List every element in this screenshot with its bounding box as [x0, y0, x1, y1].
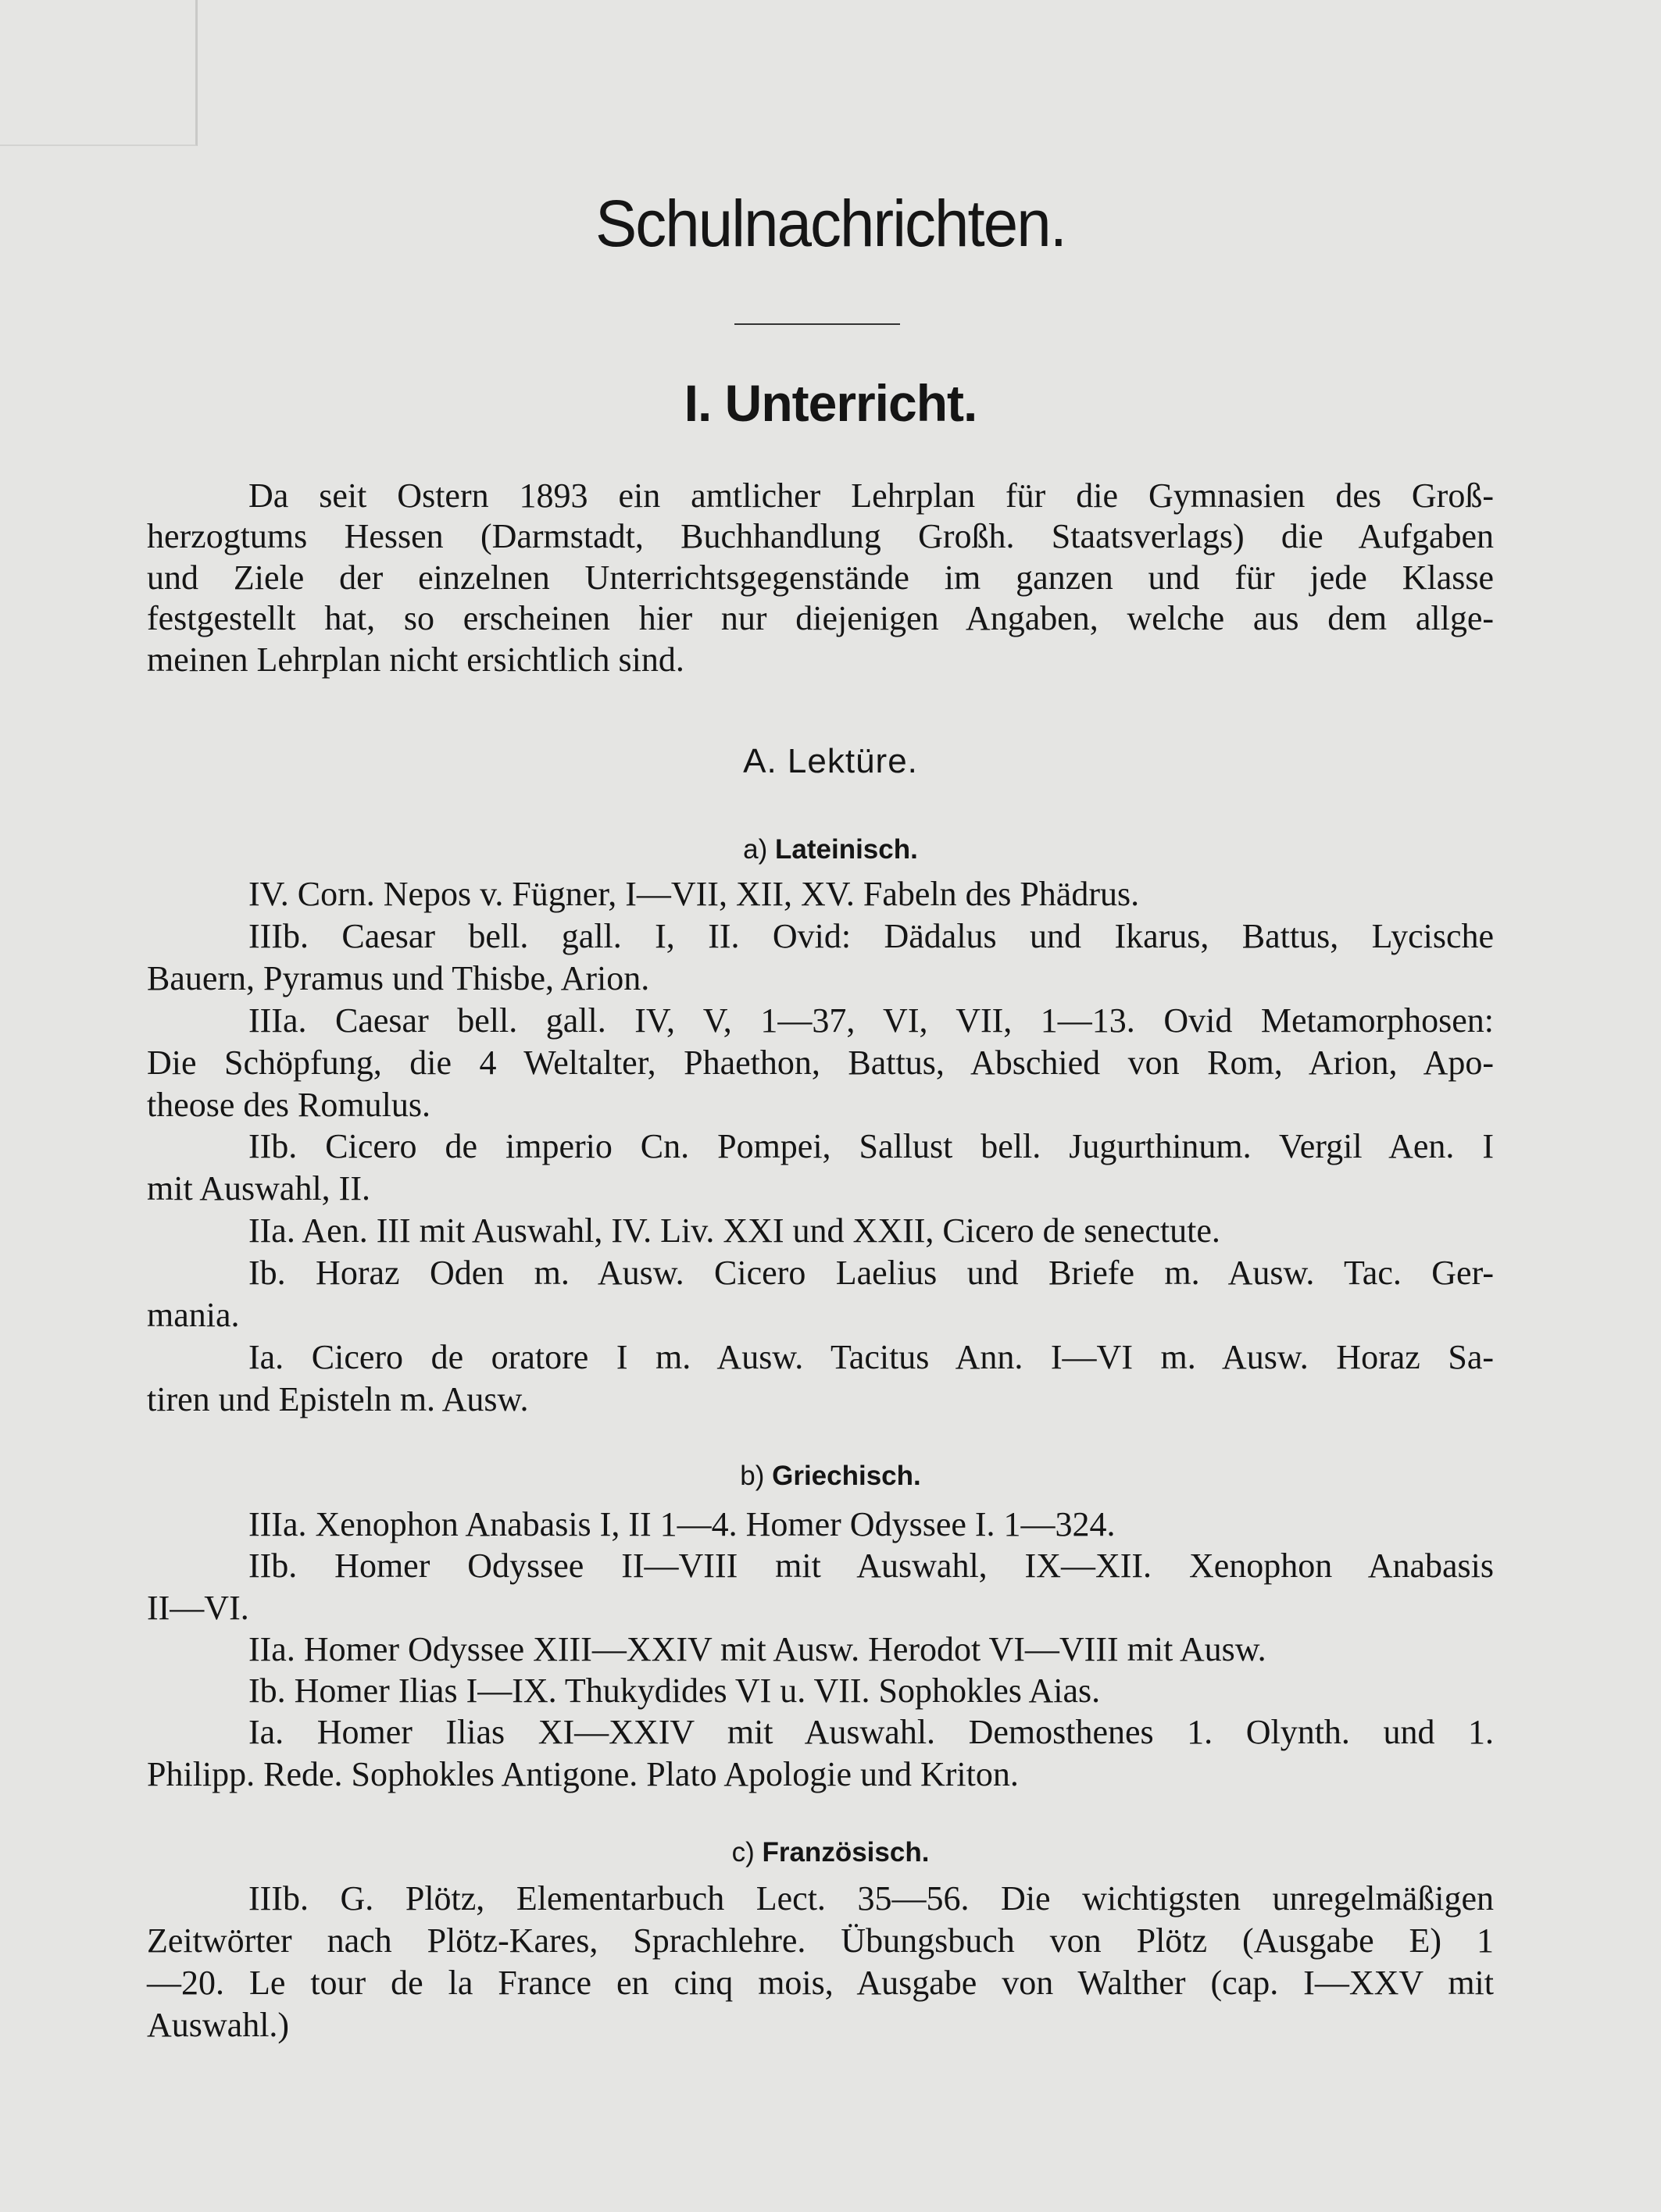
text-line: festgestellt hat, so erscheinen hier nur diejenigen Angaben, welche aus dem allge-	[147, 599, 1494, 638]
text-line: IIIb. G. Plötz, Elementarbuch Lect. 35—56. Die wichtigsten unregelmäßigen	[248, 1879, 1494, 1918]
reading-entry	[147, 1504, 1494, 1545]
heading-prefix: c)	[731, 1837, 755, 1868]
heading-text: Griechisch.	[772, 1461, 921, 1491]
heading-franzoesisch	[0, 1837, 1661, 1868]
text-line: Ia. Homer Ilias XI—XXIV mit Auswahl. Demosthenes 1. Olynth. und 1.	[248, 1713, 1494, 1752]
heading-lateinisch	[0, 834, 1661, 865]
lateinisch-list	[147, 873, 1494, 1421]
library-stamp	[0, 0, 198, 146]
reading-entry	[147, 1126, 1494, 1210]
text-line: II—VI.	[147, 1588, 249, 1627]
text-line: —20. Le tour de la France en cinq mois, Ausgabe von Walther (cap. I—XXV mit	[147, 1964, 1494, 2002]
heading-text: Französisch.	[762, 1837, 930, 1868]
reading-entry	[147, 1711, 1494, 1795]
reading-entry	[147, 1670, 1494, 1711]
text-line: IIb. Cicero de imperio Cn. Pompei, Sallust bell. Jugurthinum. Vergil Aen. I	[248, 1127, 1494, 1166]
heading-prefix: b)	[740, 1461, 765, 1491]
text-line: Ia. Cicero de oratore I m. Ausw. Tacitus Ann. I—VI m. Ausw. Horaz Sa-	[248, 1337, 1494, 1376]
text-line: IIb. Homer Odyssee II—VIII mit Auswahl, IX—XII. Xenophon Anabasis	[248, 1547, 1494, 1586]
text-line: IIIa. Xenophon Anabasis I, II 1—4. Homer Odyssee I. 1—324.	[248, 1505, 1116, 1543]
reading-entry	[147, 1000, 1494, 1126]
section-title: I. Unterricht.	[684, 374, 977, 432]
reading-entry	[147, 1878, 1494, 2046]
reading-entry	[147, 1252, 1494, 1336]
heading-prefix: a)	[743, 834, 768, 865]
text-line: mit Auswahl, II.	[147, 1169, 370, 1208]
text-line: Die Schöpfung, die 4 Weltalter, Phaethon, Battus, Abschied von Rom, Arion, Apo-	[147, 1043, 1494, 1082]
reading-entry	[147, 1629, 1494, 1670]
text-line: Da seit Ostern 1893 ein amtlicher Lehrplan für die Gymnasien des Groß-	[248, 476, 1494, 515]
subsection-title: A. Lektüre.	[743, 742, 918, 780]
text-line: Ib. Homer Ilias I—IX. Thukydides VI u. VII. Sophokles Aias.	[248, 1671, 1101, 1711]
text-line: und Ziele der einzelnen Unterrichtsgegenstände im ganzen und für jede Klasse	[147, 558, 1494, 597]
text-line: IIIa. Caesar bell. gall. IV, V, 1—37, VI, VII, 1—13. Ovid Metamorphosen:	[248, 1001, 1494, 1040]
text-line: mania.	[147, 1296, 240, 1335]
text-line: Auswahl.)	[147, 2006, 290, 2044]
text-line: Ib. Horaz Oden m. Ausw. Cicero Laelius und Briefe m. Ausw. Tac. Ger-	[248, 1254, 1494, 1293]
title-divider	[734, 323, 900, 325]
text-line: Bauern, Pyramus und Thisbe, Arion.	[147, 958, 650, 997]
reading-entry	[147, 915, 1494, 1000]
text-line: meinen Lehrplan nicht ersichtlich sind.	[147, 640, 684, 679]
heading-griechisch	[0, 1461, 1661, 1492]
text-line: IIa. Homer Odyssee XIII—XXIV mit Ausw. Herodot VI—VIII mit Ausw.	[248, 1629, 1266, 1668]
reading-entry	[147, 1545, 1494, 1629]
page-title: Schulnachrichten.	[595, 187, 1066, 260]
text-line: IIIb. Caesar bell. gall. I, II. Ovid: Dädalus und Ikarus, Battus, Lycische	[248, 916, 1494, 955]
paragraph	[147, 476, 1494, 680]
reading-entry	[147, 1210, 1494, 1252]
reading-entry	[147, 1336, 1494, 1421]
text-line: IV. Corn. Nepos v. Fügner, I—VII, XII, XV. Fabeln des Phädrus.	[248, 875, 1140, 913]
text-line: Zeitwörter nach Plötz-Kares, Sprachlehre. Übungsbuch von Plötz (Ausgabe E) 1	[147, 1921, 1494, 1960]
intro-paragraph	[147, 476, 1494, 680]
text-line: IIa. Aen. III mit Auswahl, IV. Liv. XXI und XXII, Cicero de senectute.	[248, 1211, 1220, 1250]
reading-entry	[147, 873, 1494, 915]
text-line: herzogtums Hessen (Darmstadt, Buchhandlung Großh. Staatsverlags) die Aufgaben	[147, 517, 1494, 556]
text-line: Philipp. Rede. Sophokles Antigone. Plato Apologie und Kriton.	[147, 1754, 1019, 1793]
text-line: tiren und Episteln m. Ausw.	[147, 1379, 529, 1418]
griechisch-list	[147, 1504, 1494, 1795]
franzoesisch-list	[147, 1878, 1494, 2046]
text-line: theose des Romulus.	[147, 1085, 430, 1124]
heading-text: Lateinisch.	[775, 834, 918, 865]
